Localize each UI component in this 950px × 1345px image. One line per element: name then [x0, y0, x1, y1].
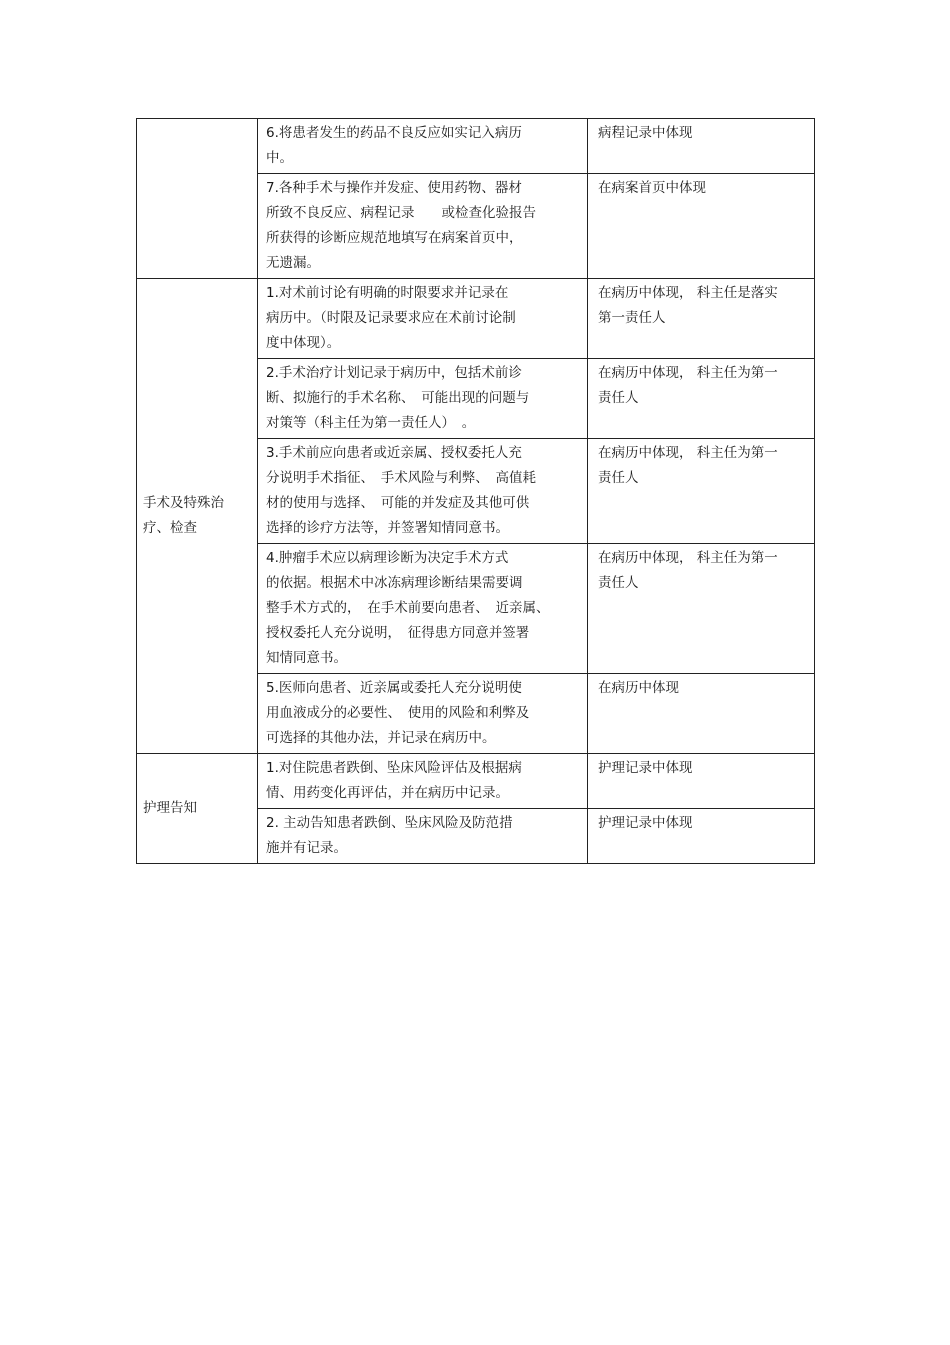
note-cell — [588, 359, 815, 439]
requirement-text: 2.手术治疗计划记录于病历中，包括术前诊 — [266, 365, 522, 381]
requirement-text: 4.肿瘤手术应以病理诊断为决定手术方式 — [266, 550, 509, 566]
requirement-cell — [258, 754, 588, 809]
requirement-text: 病历中。（时限及记录要求应在术前讨论制 — [266, 310, 516, 326]
requirement-text: 材的使用与选择、 可能的并发症及其他可供 — [266, 495, 530, 511]
category-text: 手术及特殊治 — [143, 495, 224, 511]
requirement-text: 所致不良反应、病程记录 或检查化验报告 — [266, 205, 536, 221]
table-row — [137, 754, 815, 809]
requirement-cell — [258, 119, 588, 174]
note-text: 在病历中体现， 科主任为第一 — [598, 445, 778, 461]
note-text: 护理记录中体现 — [598, 760, 693, 776]
requirement-cell — [258, 439, 588, 544]
requirement-text: 知情同意书。 — [266, 650, 347, 666]
requirement-cell — [258, 674, 588, 754]
note-cell — [588, 174, 815, 279]
category-cell — [137, 119, 258, 279]
note-text: 在病历中体现， 科主任是落实 — [598, 285, 778, 301]
requirement-text: 断、拟施行的手术名称、 可能出现的问题与 — [266, 390, 530, 406]
note-text: 在病历中体现， 科主任为第一 — [598, 550, 778, 566]
note-cell — [588, 754, 815, 809]
requirement-text: 整手术方式的， 在手术前要向患者、 近亲属、 — [266, 600, 550, 616]
requirement-text: 3.手术前应向患者或近亲属、授权委托人充 — [266, 445, 522, 461]
category-text: 护理告知 — [143, 800, 197, 816]
note-cell — [588, 439, 815, 544]
note-text: 在病案首页中体现 — [598, 180, 706, 196]
requirement-text: 用血液成分的必要性、 使用的风险和利弊及 — [266, 705, 530, 721]
category-cell — [137, 754, 258, 864]
note-cell — [588, 674, 815, 754]
category-text: 疗、检查 — [143, 520, 197, 536]
table-row — [137, 119, 815, 174]
requirement-text: 1.对术前讨论有明确的时限要求并记录在 — [266, 285, 509, 301]
note-cell — [588, 119, 815, 174]
requirement-text: 施并有记录。 — [266, 840, 347, 856]
note-text: 责任人 — [598, 575, 639, 591]
note-text: 在病历中体现 — [598, 680, 679, 696]
requirement-cell — [258, 359, 588, 439]
note-text: 第一责任人 — [598, 310, 666, 326]
requirement-text: 授权委托人充分说明， 征得患方同意并签署 — [266, 625, 530, 641]
requirement-text: 选择的诊疗方法等，并签署知情同意书。 — [266, 520, 509, 536]
requirement-text: 可选择的其他办法，并记录在病历中。 — [266, 730, 496, 746]
requirement-text: 分说明手术指征、 手术风险与利弊、 高值耗 — [266, 470, 536, 486]
requirement-text: 无遗漏。 — [266, 255, 320, 271]
requirement-text: 所获得的诊断应规范地填写在病案首页中， — [266, 230, 523, 246]
note-cell — [588, 809, 815, 864]
requirement-text: 中。 — [266, 150, 293, 166]
note-text: 责任人 — [598, 470, 639, 486]
requirement-cell — [258, 279, 588, 359]
requirement-text: 5.医师向患者、近亲属或委托人充分说明使 — [266, 680, 522, 696]
note-cell — [588, 279, 815, 359]
requirement-text: 度中体现）。 — [266, 335, 341, 351]
requirement-text: 7.各种手术与操作并发症、使用药物、器材 — [266, 180, 522, 196]
table-row — [137, 279, 815, 359]
requirement-cell — [258, 809, 588, 864]
requirement-cell — [258, 544, 588, 674]
requirements-table — [136, 118, 815, 864]
note-text: 病程记录中体现 — [598, 125, 693, 141]
requirement-text: 的依据。根据术中冰冻病理诊断结果需要调 — [266, 575, 523, 591]
requirement-text: 情、用药变化再评估，并在病历中记录。 — [266, 785, 509, 801]
note-text: 责任人 — [598, 390, 639, 406]
requirement-text: 2. 主动告知患者跌倒、坠床风险及防范措 — [266, 815, 513, 831]
note-cell — [588, 544, 815, 674]
requirement-text: 6.将患者发生的药品不良反应如实记入病历 — [266, 125, 522, 141]
requirement-cell — [258, 174, 588, 279]
table-body — [137, 119, 815, 864]
note-text: 护理记录中体现 — [598, 815, 693, 831]
note-text: 在病历中体现， 科主任为第一 — [598, 365, 778, 381]
requirement-text: 1.对住院患者跌倒、坠床风险评估及根据病 — [266, 760, 522, 776]
category-cell — [137, 279, 258, 754]
requirement-text: 对策等（科主任为第一责任人） 。 — [266, 415, 476, 431]
